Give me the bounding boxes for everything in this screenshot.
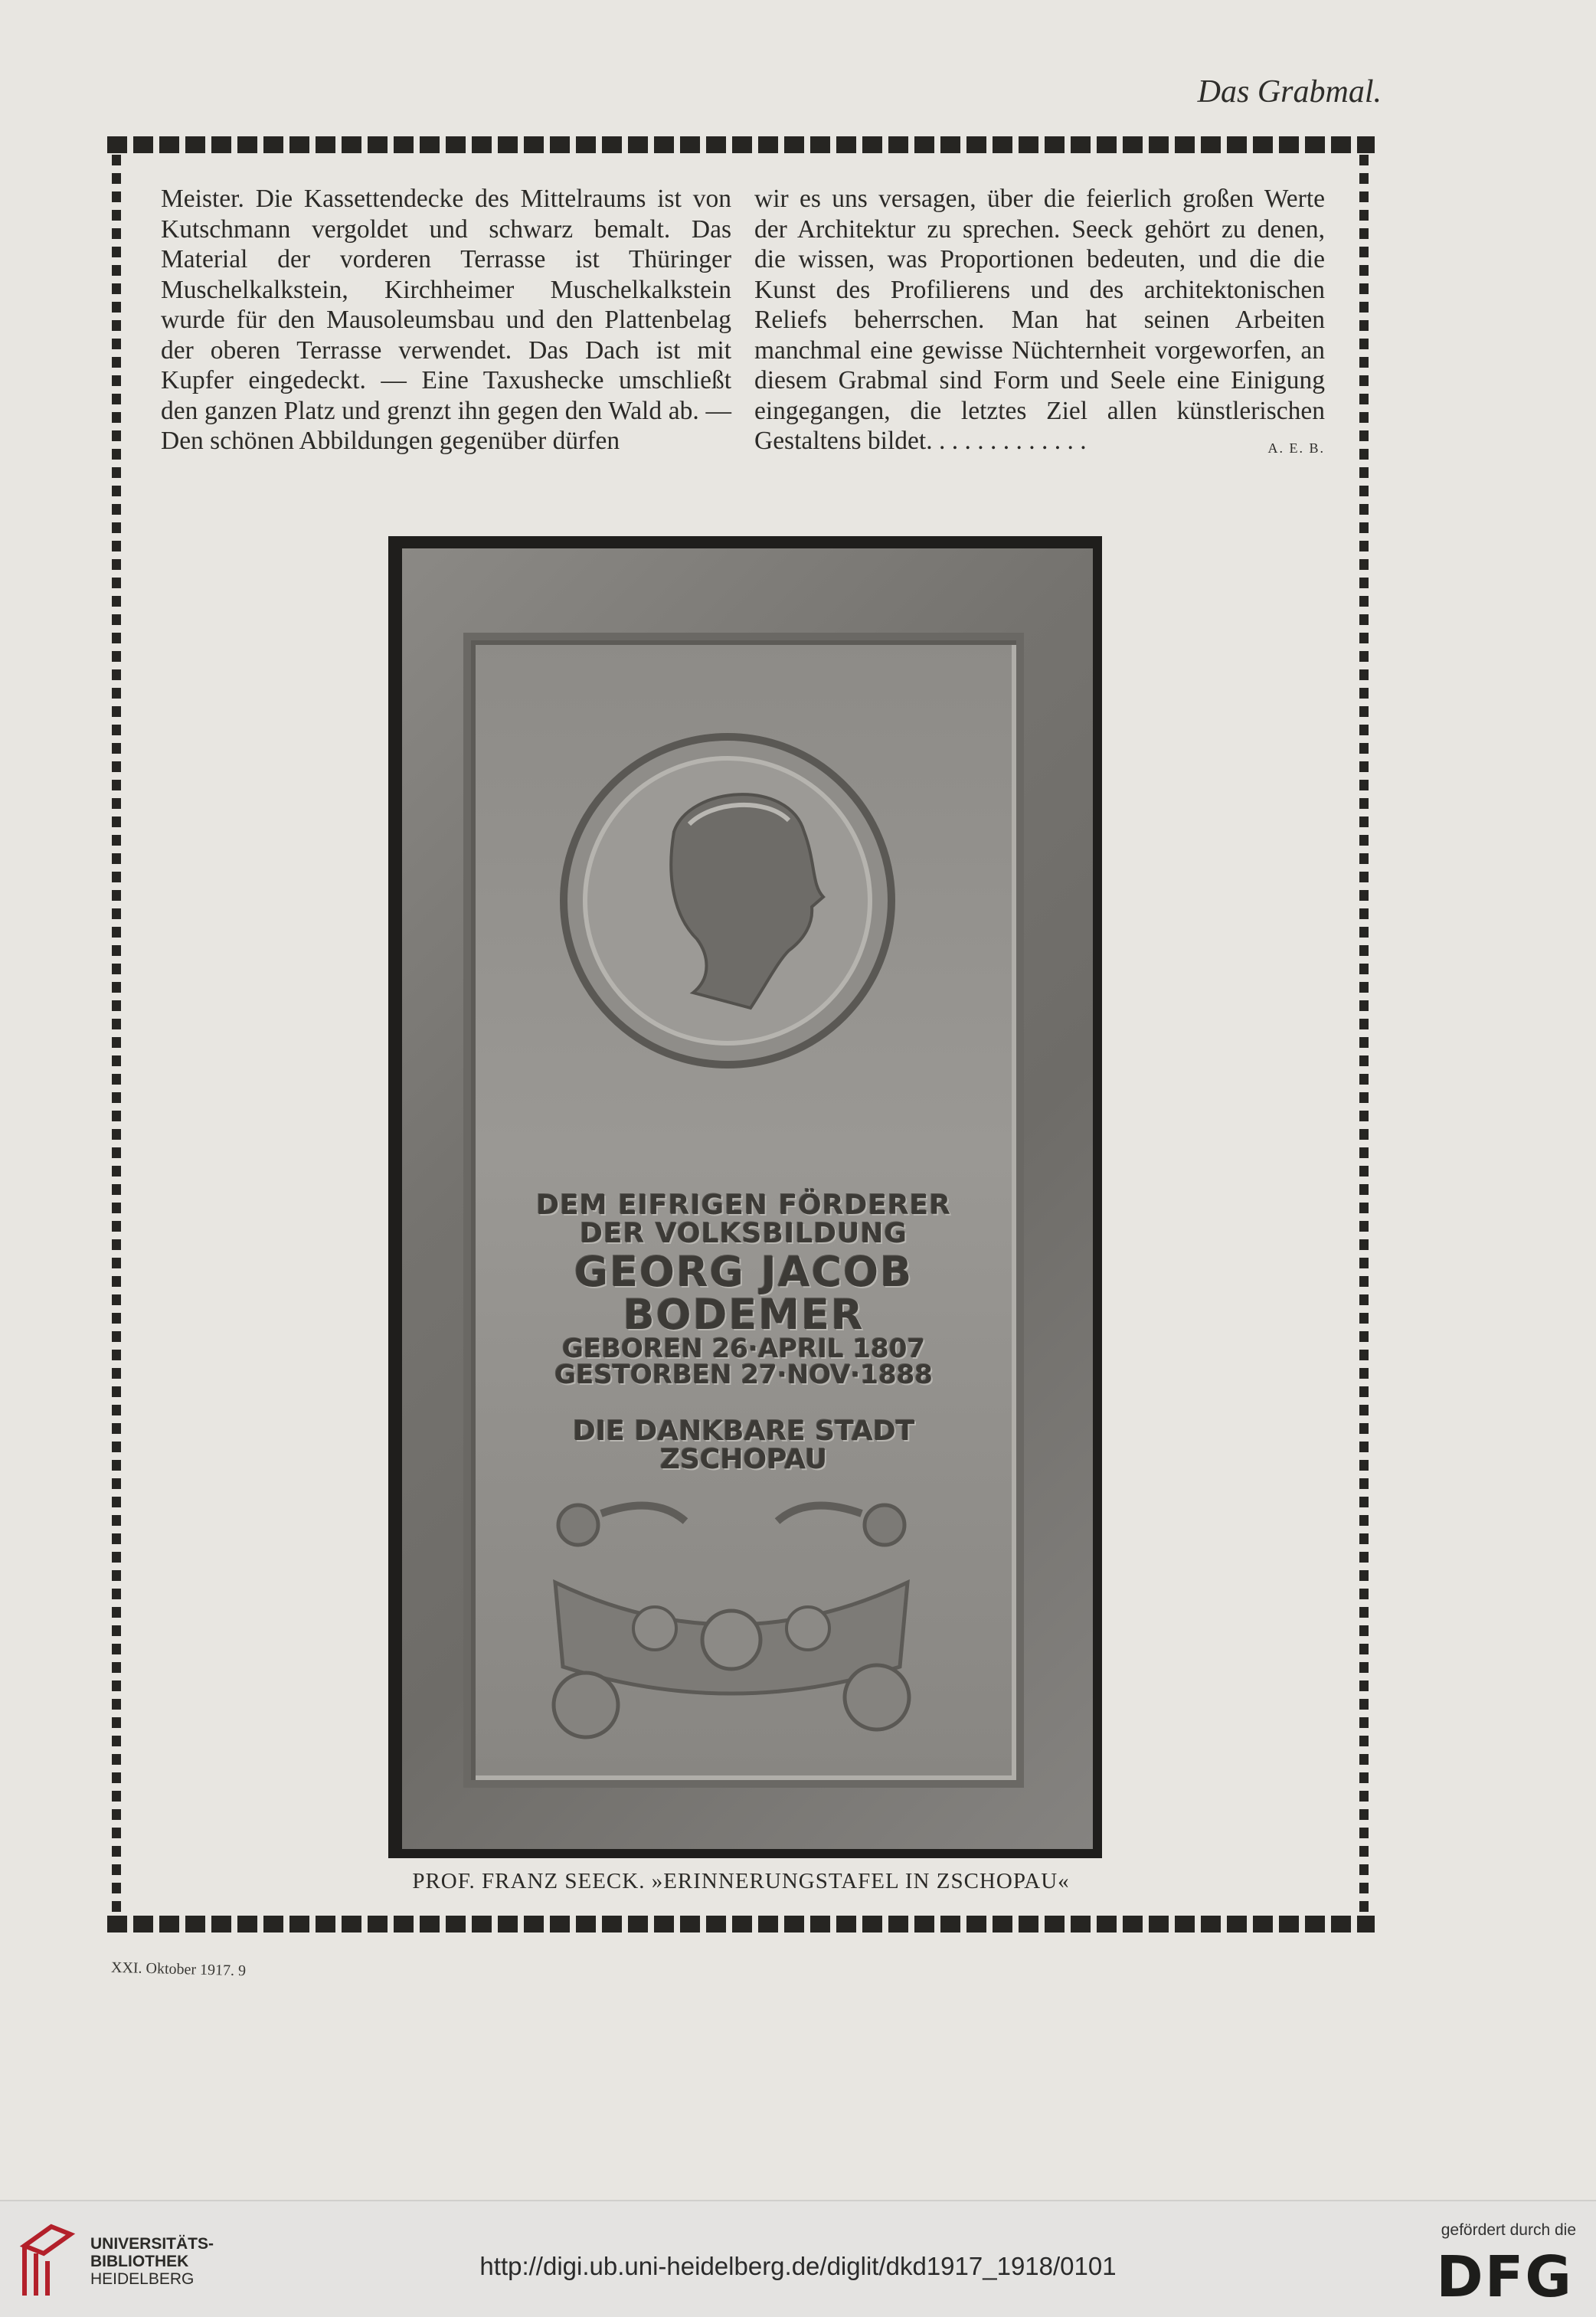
border-top (107, 136, 1375, 153)
plaque-inscription (471, 1192, 1016, 1474)
border-right (1359, 136, 1369, 1932)
plaque-panel (471, 640, 1016, 1780)
paragraph-right (754, 184, 1325, 457)
inscription-line-2: DER VOLKSBILDUNG (580, 1217, 908, 1249)
inscription-dedication-2: ZSCHOPAU (659, 1443, 828, 1475)
library-name-line-1: UNIVERSITÄTS- (90, 2235, 214, 2253)
inscription-name-line-1: GEORG JACOB (574, 1248, 914, 1297)
author-signature: A. E. B. (1267, 440, 1325, 456)
inscription-birth: GEBOREN 26·APRIL 1807 (561, 1333, 926, 1364)
portrait-medallion (559, 732, 896, 1069)
library-name-line-2: BIBLIOTHEK (90, 2253, 189, 2270)
floral-garland-relief (540, 1491, 923, 1751)
funding-note: gefördert durch die (1441, 2221, 1576, 2239)
digitization-footer (0, 2200, 1596, 2317)
figure-caption: PROF. FRANZ SEECK. »ERINNERUNGSTAFEL IN ZSCHOPAU« (412, 1869, 1070, 1893)
inscription-name-line-2: BODEMER (623, 1290, 865, 1339)
library-name-line-3: HEIDELBERG (90, 2270, 195, 2288)
paragraph-right-text: wir es uns versagen, über die feierlich großen Werte der Architektur zu sprechen. Seeck gehört zu denen, die wissen, was Proportionen bedeuten, und die die Kunst des Profilierens und des architektonischen Reliefs beherrschen. Man hat seinen Arbeiten manchmal eine gewisse Nüchternheit vorgeworfen, an diesem Grabmal sind Form und Seele eine Einigung eingegangen, die letztes Ziel allen künstlerischen Gestaltens bildet. . . . . . . . . . . . . (754, 185, 1325, 455)
text-column-left (161, 184, 731, 464)
inscription-dedication-1: DIE DANKBARE STADT (572, 1415, 915, 1447)
dfg-logo: DFG (1436, 2244, 1573, 2310)
inscription-line-1: DEM EIFRIGEN FÖRDERER (536, 1190, 951, 1221)
border-bottom (107, 1916, 1375, 1932)
paragraph-left: Meister. Die Kassettendecke des Mittelraums ist von Kutschmann vergoldet und schwarz bemalt. Das Material der vorderen Terrasse ist Thüringer Muschelkalkstein, Kirchheimer Muschelkalkstein wurde für den Mausoleumsbau und den Plattenbelag der oberen Terrasse verwendet. Das Dach ist mit Kupfer eingedeckt. — Eine Taxushecke umschließt den ganzen Platz und grenzt ihn gegen den Wald ab. — Den schönen Abbildungen gegenüber dürfen (161, 185, 731, 455)
plaque-stone-frame (402, 548, 1093, 1849)
border-left (112, 136, 121, 1932)
running-head: Das Grabmal. (1197, 74, 1382, 110)
source-url-link[interactable]: http://digi.ub.uni-heidelberg.de/diglit/dkd1917_1918/0101 (479, 2252, 1117, 2280)
inscription-death: GESTORBEN 27·NOV·1888 (554, 1360, 933, 1391)
text-column-right (754, 184, 1325, 464)
page-folio: XXI. Oktober 1917. 9 (110, 1959, 247, 1980)
plaque-photograph (388, 536, 1102, 1858)
article-text (161, 184, 1325, 464)
